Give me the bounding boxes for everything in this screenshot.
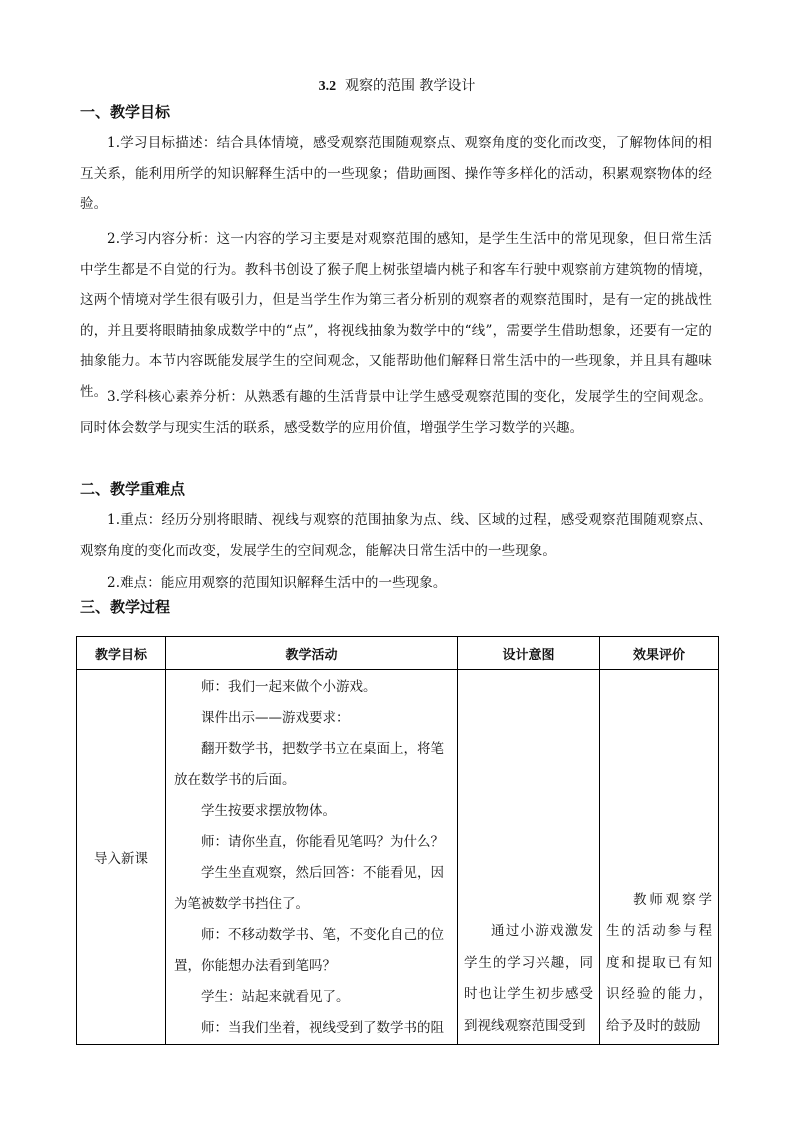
header-intent: 设计意图 (458, 637, 600, 670)
paragraph-core-literacy: 3.学科核心素养分析：从熟悉有趣的生活背景中让学生感受观察范围的变化，发展学生的空间观念。同时体会数学与现实生活的联系，感受数学的应用价值，增强学生学习数学的兴趣。 (80, 389, 712, 436)
document-title (0, 76, 794, 97)
intent-text: 通过小游戏激发学生的学习兴趣，同时也让学生初步感受到视线观察范围受到 (464, 923, 593, 1034)
heading-key-difficult-points: 二、教学重难点 (80, 480, 186, 498)
activity-line: 翻开数学书，把数学书立在桌面上，将笔放在数学书的后面。 (174, 741, 444, 788)
title-text: 观察的范围 教学设计 (344, 78, 476, 94)
header-evaluation: 效果评价 (600, 637, 719, 670)
cell-activity (166, 670, 458, 1045)
activity-line: 学生按要求摆放物体。 (201, 803, 336, 819)
table-header-row (77, 637, 719, 670)
evaluation-text: 教师观察学生的活动参与程度和提取已有知识经验的能力，给予及时的鼓励 (606, 891, 712, 1034)
cell-intent (458, 670, 600, 1045)
activity-line: 师：不移动数学书、笔，不变化自己的位置，你能想办法看到笔吗？ (174, 927, 444, 974)
cell-evaluation (600, 670, 719, 1045)
activity-line: 学生：站起来就看见了。 (201, 989, 350, 1005)
paragraph-difficult-point: 2.难点：能应用观察的范围知识解释生活中的一些现象。 (107, 575, 447, 591)
activity-line: 师：我们一起来做个小游戏。 (201, 679, 377, 695)
heading-teaching-goals: 一、教学目标 (80, 103, 171, 121)
heading-teaching-process: 三、教学过程 (80, 598, 171, 616)
paragraph-content-analysis: 2.学习内容分析：这一内容的学习主要是对观察范围的感知，是学生生活中的常见现象，但日常生活中学生都是不自觉的行为。教科书创设了猴子爬上树张望墙内桃子和客车行驶中观察前方建筑物的情境，这两个情境对学生很有吸引力，但是当学生作为第三者分析别的观察者的观察范围时，是有一定的挑战性的，并且要将眼睛抽象成数学中的“点”，将视线抽象为数学中的“线”，需要学生借助想象，还要有一定的抽象能力。本节内容既能发展学生的空间观念，又能帮助他们解释日常生活中的一些现象，并且具有趣味性。 (80, 231, 712, 400)
cell-goal: 导入新课 (77, 670, 166, 1045)
activity-line: 学生坐直观察，然后回答：不能看见，因为笔被数学书挡住了。 (174, 865, 444, 912)
process-table (76, 636, 719, 1045)
header-goal: 教学目标 (77, 637, 166, 670)
title-number: 3.2 (318, 79, 337, 94)
activity-line: 课件出示——游戏要求： (201, 710, 350, 726)
paragraph-goal-description: 1.学习目标描述：结合具体情境，感受观察范围随观察点、观察角度的变化而改变，了解物体间的相互关系，能利用所学的知识解释生活中的一些现象；借助画图、操作等多样化的活动，积累观察物体的经验。 (80, 135, 712, 212)
table-row (77, 670, 719, 1045)
header-activity: 教学活动 (166, 637, 458, 670)
activity-line: 师：当我们坐着，视线受到了数学书的阻 (201, 1020, 444, 1036)
activity-line: 师：请你坐直，你能看见笔吗？为什么？ (201, 834, 444, 850)
paragraph-key-point: 1.重点：经历分别将眼睛、视线与观察的范围抽象为点、线、区域的过程，感受观察范围随观察点、观察角度的变化而改变，发展学生的空间观念，能解决日常生活中的一些现象。 (80, 512, 712, 559)
